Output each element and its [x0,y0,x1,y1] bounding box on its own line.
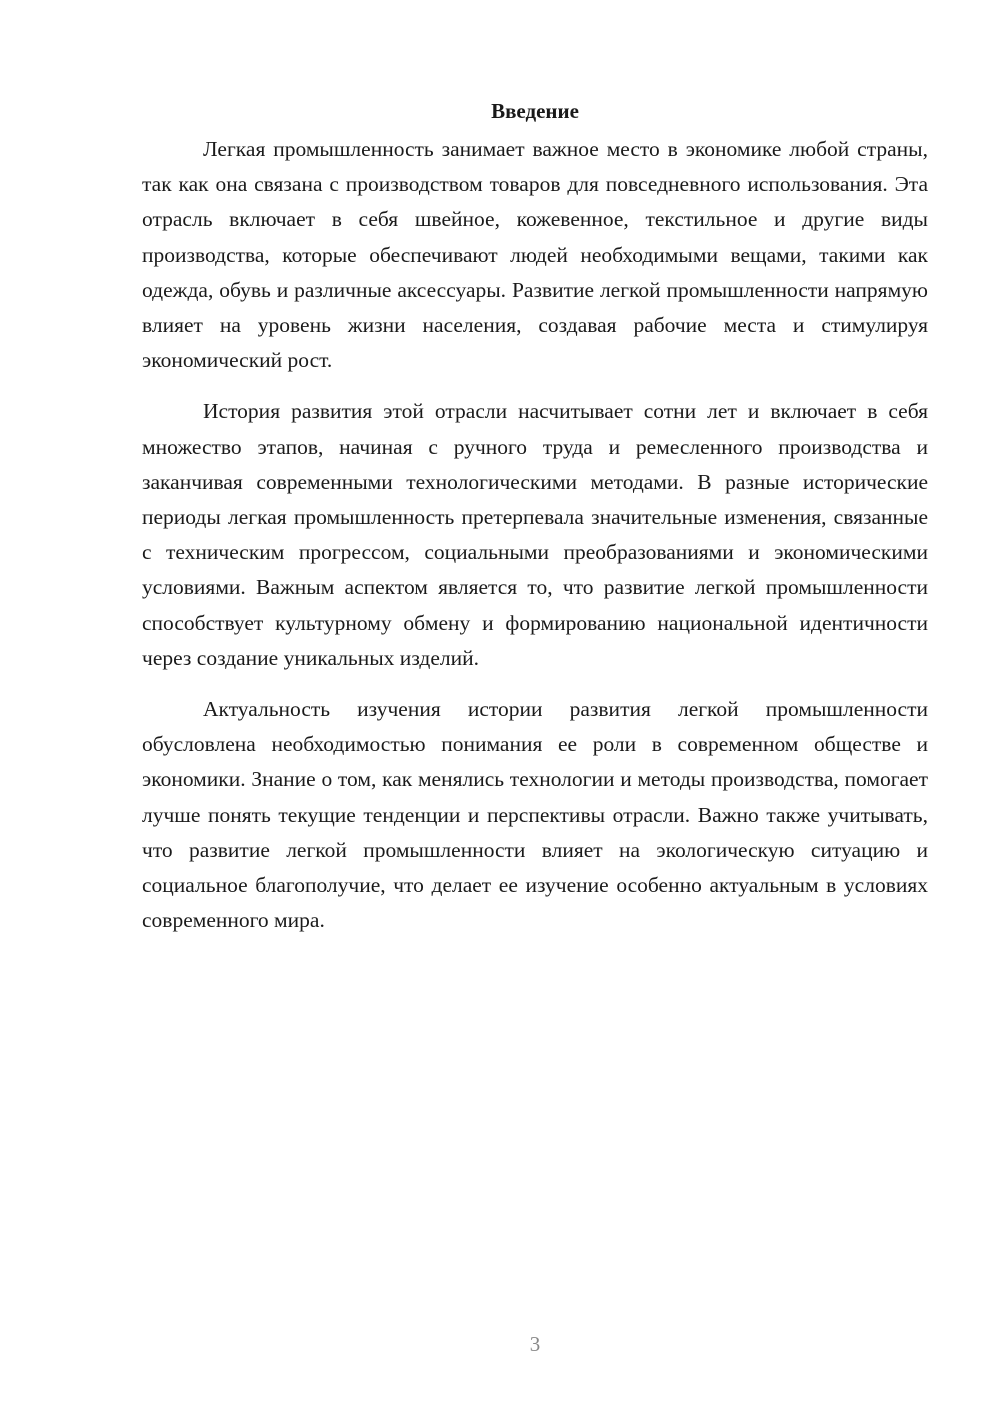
paragraph-1: Легкая промышленность занимает важное место в экономике любой страны, так как она связана с производством товаров для повседневного использования. Эта отрасль включает в себя швейное, кожевенное, текстильное и другие виды производства, которые обеспечивают людей необходимыми вещами, такими как одежда, обувь и различные аксессуары. Развитие легкой промышленности напрямую влияет на уровень жизни населения, создавая рабочие места и стимулируя экономический рост. [142,137,928,373]
section-title: Введение [491,99,579,123]
paragraph-3: Актуальность изучения истории развития легкой промышленности обусловлена необходимостью понимания ее роли в современном обществе и экономики. Знание о том, как менялись технологии и методы производства, помогает лучше понять текущие тенденции и перспективы отрасли. Важно также учитывать, что развитие легкой промышленности влияет на экологическую ситуацию и социальное благополучие, что делает ее изучение особенно актуальным в условиях современного мира. [142,697,928,933]
page-content [142,96,928,954]
paragraph-2: История развития этой отрасли насчитывает сотни лет и включает в себя множество этапов, начиная с ручного труда и ремесленного производства и заканчивая современными технологическими методами. В разные исторические периоды легкая промышленность претерпевала значительные изменения, связанные с техническим прогрессом, социальными преобразованиями и экономическими условиями. Важным аспектом является то, что развитие легкой промышленности способствует культурному обмену и формированию национальной идентичности через создание уникальных изделий. [142,399,928,670]
page-number: 3 [529,1332,541,1356]
